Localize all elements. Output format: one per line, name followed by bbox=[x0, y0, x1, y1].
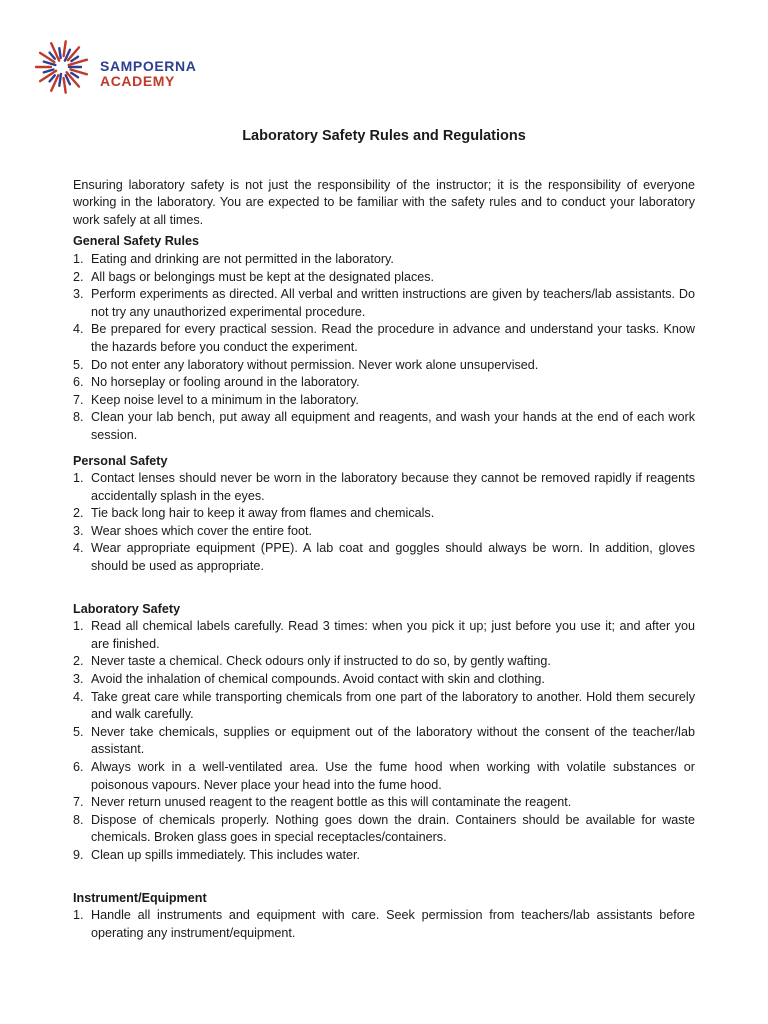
starburst-ray bbox=[64, 41, 66, 56]
list-item: 5. Do not enter any laboratory without permission. Never work alone unsupervised. bbox=[73, 357, 539, 372]
starburst-ray bbox=[59, 48, 60, 58]
rule-list bbox=[73, 907, 695, 942]
rule-list bbox=[73, 251, 695, 445]
list-item: 3. Avoid the inhalation of chemical compounds. Avoid contact with skin and clothing. bbox=[73, 672, 545, 687]
starburst-ray bbox=[44, 70, 54, 73]
sampoerna-academy-logo bbox=[30, 38, 220, 96]
list-item: 8. Clean your lab bench, put away all equipment and reagents, and wash your hands at the end of each work session. bbox=[73, 410, 695, 442]
starburst-ray bbox=[71, 57, 78, 61]
list-item: 6. Always work in a well-ventilated area. Use the fume hood when working with volatile substances or poisonous vapours. Never place your head into the fume hood. bbox=[73, 760, 695, 792]
section-instrument-equipment bbox=[73, 890, 695, 943]
list-item: 5. Never take chemicals, supplies or equipment out of the laboratory without the consent of the teacher/lab assistant. bbox=[73, 724, 695, 757]
starburst-ray bbox=[50, 53, 55, 59]
list-item: 7. Never return unused reagent to the reagent bottle as this will contaminate the reagent. bbox=[73, 795, 572, 810]
list-item: 1. Contact lenses should never be worn in the laboratory because they cannot be removed rapidly if reagents accidentally splash in the eyes. bbox=[73, 471, 695, 503]
starburst-ray bbox=[64, 78, 66, 93]
list-item: 2. Never taste a chemical. Check odours only if instructed to do so, by gently wafting. bbox=[73, 654, 551, 669]
section-general-safety bbox=[73, 233, 695, 444]
list-item: 6. No horseplay or fooling around in the laboratory. bbox=[73, 375, 360, 390]
list-item: 3. Wear shoes which cover the entire foot. bbox=[73, 523, 312, 538]
list-item: 9. Clean up spills immediately. This includes water. bbox=[73, 847, 361, 862]
section-title: Instrument/Equipment bbox=[73, 890, 207, 905]
section-title: Laboratory Safety bbox=[73, 601, 181, 616]
list-item: 1. Handle all instruments and equipment with care. Seek permission from teachers/lab assistants before operating any instrument/equipment. bbox=[73, 908, 695, 940]
section-personal-safety bbox=[73, 453, 695, 576]
logo-text-academy: ACADEMY bbox=[100, 73, 175, 89]
list-item: 2. All bags or belongings must be kept at the designated places. bbox=[73, 269, 435, 284]
document-body bbox=[73, 128, 695, 942]
list-item: 1. Eating and drinking are not permitted in the laboratory. bbox=[73, 251, 394, 266]
starburst-icon bbox=[30, 38, 94, 96]
rule-list bbox=[73, 618, 695, 864]
list-item: 1. Read all chemical labels carefully. Read 3 times: when you pick it up; just before you use it; and after you are finished. bbox=[73, 619, 695, 651]
rule-list bbox=[73, 470, 695, 576]
section-title: Personal Safety bbox=[73, 453, 168, 468]
intro-paragraph: Ensuring laboratory safety is not just the responsibility of the instructor; it is the responsibility of everyone working in the laboratory. You are expected to be familiar with the safety rules and to conduct your laboratory work safely at all times. bbox=[73, 177, 695, 227]
list-item: 4. Be prepared for every practical session. Read the procedure in advance and understand your tasks. Know the hazards before you conduct the experiment. bbox=[73, 322, 695, 354]
list-item: 2. Tie back long hair to keep it away from flames and chemicals. bbox=[73, 506, 435, 521]
starburst-ray bbox=[71, 73, 78, 77]
list-item: 4. Wear appropriate equipment (PPE). A lab coat and goggles should always be worn. In addition, gloves should be used as appropriate. bbox=[73, 541, 695, 574]
list-item: 3. Perform experiments as directed. All verbal and written instructions are given by teachers/lab assistants. Do not try any unauthorized experimental procedure. bbox=[73, 287, 695, 319]
section-title: General Safety Rules bbox=[73, 234, 199, 249]
list-item: 8. Dispose of chemicals properly. Nothing goes down the drain. Containers should be available for waste chemicals. Broken glass goes in special receptacles/containers. bbox=[73, 812, 695, 845]
list-item: 7. Keep noise level to a minimum in the laboratory. bbox=[73, 392, 359, 407]
document-title: Laboratory Safety Rules and Regulations bbox=[242, 128, 526, 144]
logo-text-sampoerna: SAMPOERNA bbox=[100, 58, 197, 74]
starburst-ray bbox=[50, 75, 55, 81]
starburst-ray bbox=[59, 74, 61, 86]
list-item: 4. Take great care while transporting chemicals from one part of the laboratory to another. Hold them securely and walk carefully. bbox=[73, 689, 695, 722]
section-laboratory-safety bbox=[73, 601, 695, 865]
